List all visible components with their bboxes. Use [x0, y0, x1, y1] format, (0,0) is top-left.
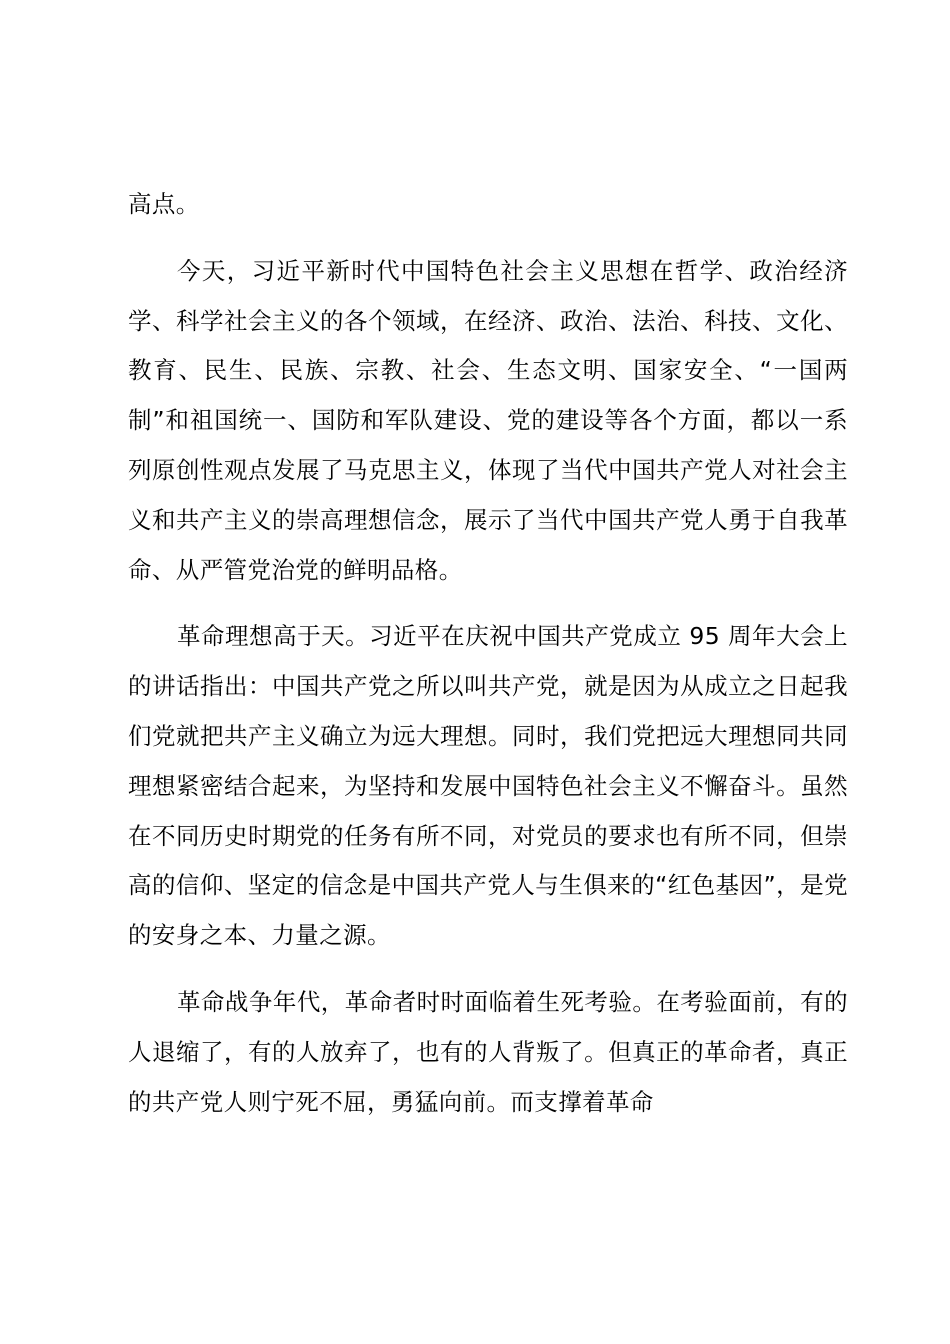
paragraph-continuation: 高点。: [128, 190, 200, 218]
document-body: [128, 180, 848, 1127]
paragraph: 今天，习近平新时代中国特色社会主义思想在哲学、政治经济学、科学社会主义的各个领域，在经济、政治、法治、科技、文化、教育、民生、民族、宗教、社会、生态文明、国家安全、“一国两制”和祖国统一、国防和军队建设、党的建设等各个方面，都以一系列原创性观点发展了马克思主义，体现了当代中国共产党人对社会主义和共产主义的崇高理想信念，展示了当代中国共产党人勇于自我革命、从严管党治党的鲜明品格。: [128, 256, 848, 584]
paragraph: 革命战争年代，革命者时时面临着生死考验。在考验面前，有的人退缩了，有的人放弃了，也有的人背叛了。但真正的革命者，真正的共产党人则宁死不屈，勇猛向前。而支撑着革命: [128, 987, 848, 1116]
paragraph: 革命理想高于天。习近平在庆祝中国共产党成立 95 周年大会上的讲话指出：中国共产党之所以叫共产党，就是因为从成立之日起我们党就把共产主义确立为远大理想。同时，我们党把远大理想同共同理想紧密结合起来，为坚持和发展中国特色社会主义不懈奋斗。虽然在不同历史时期党的任务有所不同，对党员的要求也有所不同，但崇高的信仰、坚定的信念是中国共产党人与生俱来的“红色基因”，是党的安身之本、力量之源。: [128, 622, 848, 950]
